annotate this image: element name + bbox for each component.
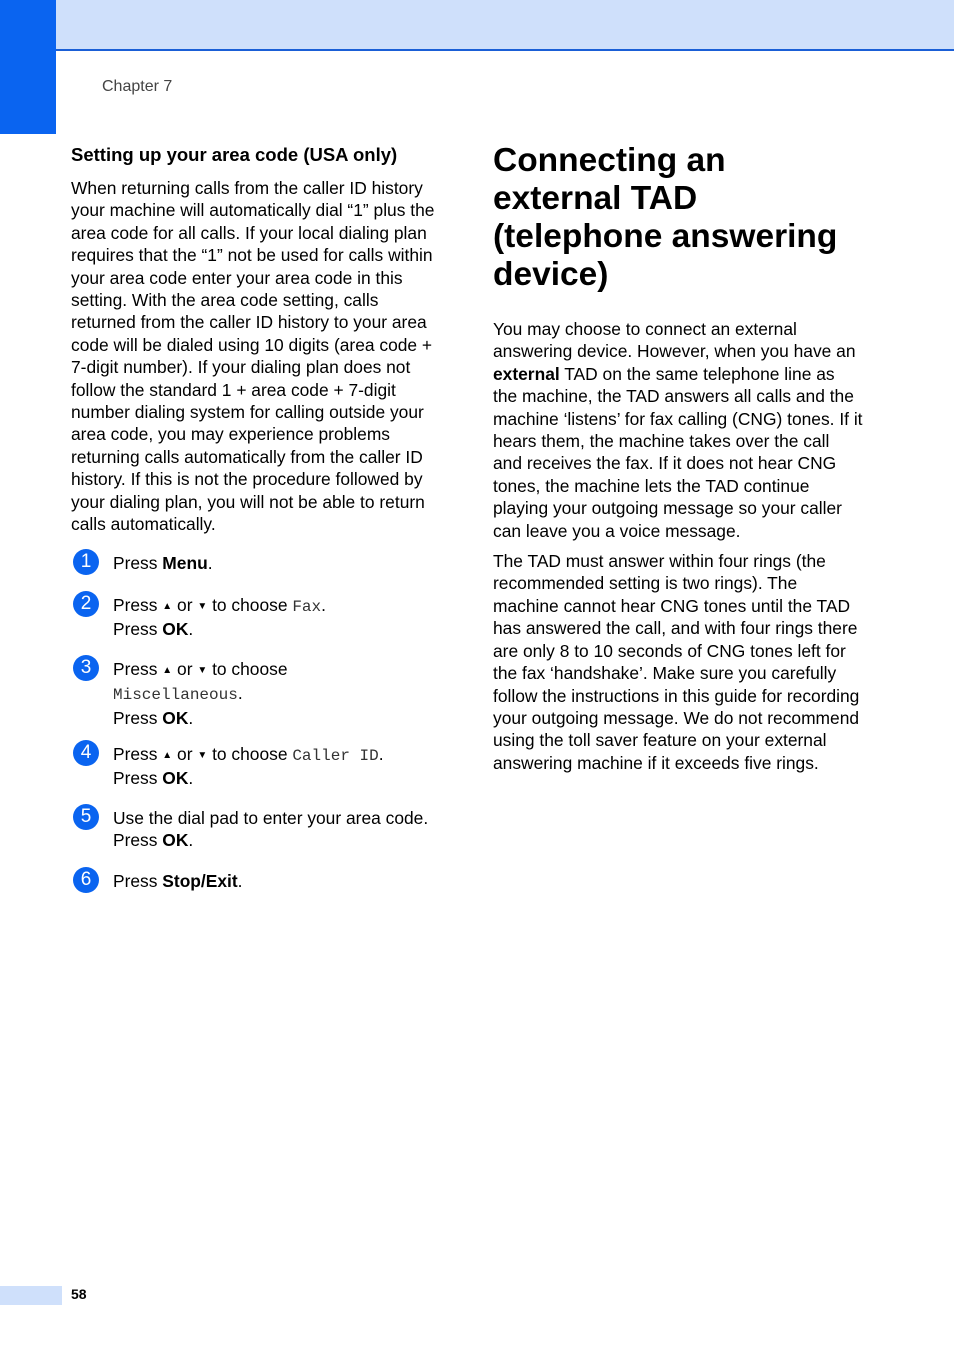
- step-text: Press ▲ or ▼ to choose Fax. Press OK.: [113, 595, 326, 640]
- up-arrow-icon: ▲: [162, 750, 173, 761]
- step-number-badge: 6: [73, 867, 99, 893]
- down-arrow-icon: ▼: [197, 750, 208, 761]
- step-text: Press ▲ or ▼ to choose Miscellaneous. Press OK.: [113, 659, 288, 728]
- step-number-badge: 1: [73, 549, 99, 575]
- step-text: Press Stop/Exit.: [113, 871, 243, 891]
- chapter-label: Chapter 7: [102, 78, 173, 95]
- area-code-paragraph: When returning calls from the caller ID history your machine will automatically dial “1” plus the area code for all calls. If your local dialing plan requires that the “1” not be used for calls within your area code enter your area code in this setting. With the area code setting, calls returned from the caller ID history to your area code will be dialed using 10 digits (area code + 7-digit number). If your dialing plan does not follow the standard 1 + area code + 7-digit number dialing system for calling outside your area code, you may experience problems returning calls automatically from the caller ID history. If this is not the procedure followed by your dialing plan, you will not be able to return calls automatically.: [71, 178, 435, 535]
- page-number: 58: [71, 1286, 87, 1302]
- down-arrow-icon: ▼: [197, 665, 208, 676]
- step-text: Use the dial pad to enter your area code. Press OK.: [113, 808, 429, 851]
- chapter-tab: [0, 0, 56, 134]
- step-number-badge: 2: [73, 591, 99, 617]
- up-arrow-icon: ▲: [162, 601, 173, 612]
- tad-intro-paragraph: You may choose to connect an external answering device. However, when you have an external TAD on the same telephone line as the machine, the TAD answers all calls and the machine ‘listens’ for fax calling (CNG) tones. If it hears them, the machine takes over the call and receives the fax. If it does not hear CNG tones, the machine lets the TAD continue playing your outgoing message so your caller can leave you a voice message.: [493, 319, 863, 541]
- footer-tab: [0, 1286, 62, 1305]
- up-arrow-icon: ▲: [162, 665, 173, 676]
- step-number-badge: 5: [73, 804, 99, 830]
- section-heading: Connecting an external TAD (telephone answering device): [493, 142, 838, 293]
- step-text: Press ▲ or ▼ to choose Caller ID. Press OK.: [113, 744, 384, 789]
- section-subheading: Setting up your area code (USA only): [71, 144, 398, 165]
- down-arrow-icon: ▼: [197, 601, 208, 612]
- step-number-badge: 4: [73, 740, 99, 766]
- step-number-badge: 3: [73, 655, 99, 681]
- tad-rings-paragraph: The TAD must answer within four rings (the recommended setting is two rings). The machine cannot hear CNG tones until the TAD has answered the call, and with four rings there are only 8 to 10 seconds of CNG tones left for the fax ‘handshake’. Make sure you carefully follow the instructions in this guide for recording your outgoing message. We do not recommend using the toll saver feature on your external answering machine if it exceeds five rings.: [493, 551, 860, 773]
- header-band: [0, 0, 954, 51]
- step-text: Press Menu.: [113, 553, 213, 573]
- right-column: [493, 142, 863, 782]
- left-column: [71, 144, 443, 536]
